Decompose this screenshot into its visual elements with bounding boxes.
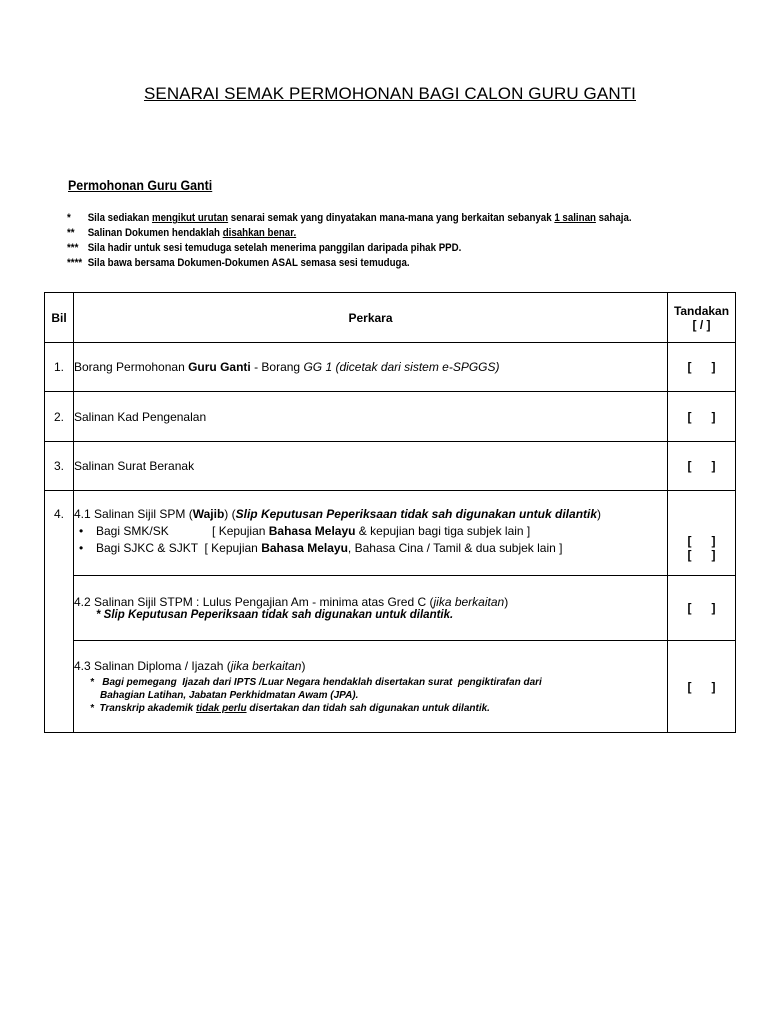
note-marker: *** (67, 242, 79, 254)
table-row (45, 576, 736, 641)
note-line: * Sila sediakan mengikut urutan senarai semak yang dinyatakan mana-mana yang berkaitan sebanyak 1 salinan sahaja. (67, 212, 632, 224)
requirement-list (74, 523, 667, 557)
checkbox[interactable]: [ ] (668, 641, 736, 733)
checkbox[interactable]: [ ] (668, 442, 736, 491)
item-4-3-note-cont: Bahagian Latihan, Jabatan Perkhidmatan Awam (JPA). (100, 689, 359, 701)
row-number: 1. (45, 343, 74, 392)
checkbox-group (668, 491, 736, 576)
item-4-3-note2: * Transkrip akademik tidak perlu disertakan dan tidah sah digunakan untuk dilantik. (90, 702, 490, 714)
row-item: Salinan Surat Beranak (74, 442, 668, 491)
row-item-4-2 (74, 576, 668, 641)
row-number: 2. (45, 392, 74, 442)
checkbox[interactable]: [ ] (668, 392, 736, 442)
item-4-3-note: * Bagi pemegang Ijazah dari IPTS /Luar Negara hendaklah disertakan surat pengiktirafan dari (90, 676, 542, 688)
note-line: **** Sila bawa bersama Dokumen-Dokumen ASAL semasa sesi temuduga. (67, 257, 410, 269)
table-row (45, 343, 736, 392)
checkbox[interactable]: [ ] (668, 576, 736, 641)
header-bil: Bil (45, 293, 74, 343)
row-number: 4. (45, 491, 74, 733)
checklist-table (44, 292, 736, 733)
page-title: SENARAI SEMAK PERMOHONAN BAGI CALON GURU GANTI (143, 84, 636, 103)
item-4-3-line: 4.3 Salinan Diploma / Ijazah (jika berkaitan) (74, 658, 306, 673)
table-header-row (45, 293, 736, 343)
notes-block (67, 211, 632, 271)
row-item: Borang Permohonan Guru Ganti - Borang GG 1 (dicetak dari sistem e-SPGGS) (74, 343, 668, 392)
checkbox[interactable]: [ ] (668, 343, 736, 392)
header-perkara: Perkara (74, 293, 668, 343)
list-item: • Bagi SMK/SK [ Kepujian Bahasa Melayu & kepujian bagi tiga subjek lain ] (74, 523, 667, 540)
row-number: 3. (45, 442, 74, 491)
note-marker: ** (67, 227, 75, 239)
note-marker: * (67, 212, 71, 224)
note-marker: **** (67, 257, 83, 269)
row-item-4-1 (74, 491, 668, 576)
header-tandakan: Tandakan [ / ] (668, 293, 736, 343)
table-row (45, 442, 736, 491)
row-item-4-3 (74, 641, 668, 733)
table-row (45, 392, 736, 442)
note-line: *** Sila hadir untuk sesi temuduga setelah menerima panggilan daripada pihak PPD. (67, 242, 462, 254)
section-heading: Permohonan Guru Ganti (68, 178, 213, 193)
item-4-2-note: * Slip Keputusan Peperiksaan tidak sah digunakan untuk dilantik. (96, 609, 454, 621)
item-4-2-line: 4.2 Salinan Sijil STPM : Lulus Pengajian Am - minima atas Gred C (jika berkaitan) (74, 595, 509, 609)
note-line: ** Salinan Dokumen hendaklah disahkan benar. (67, 227, 297, 239)
table-row (45, 641, 736, 733)
checkbox[interactable]: [ ] (687, 534, 716, 548)
row-item: Salinan Kad Pengenalan (74, 392, 668, 442)
list-item: • Bagi SJKC & SJKT [ Kepujian Bahasa Melayu, Bahasa Cina / Tamil & dua subjek lain ] (74, 540, 667, 557)
table-row (45, 491, 736, 576)
checkbox[interactable]: [ ] (687, 548, 716, 562)
item-4-1-line: 4.1 Salinan Sijil SPM (Wajib) (Slip Keputusan Peperiksaan tidak sah digunakan untuk dilantik) (74, 507, 602, 521)
